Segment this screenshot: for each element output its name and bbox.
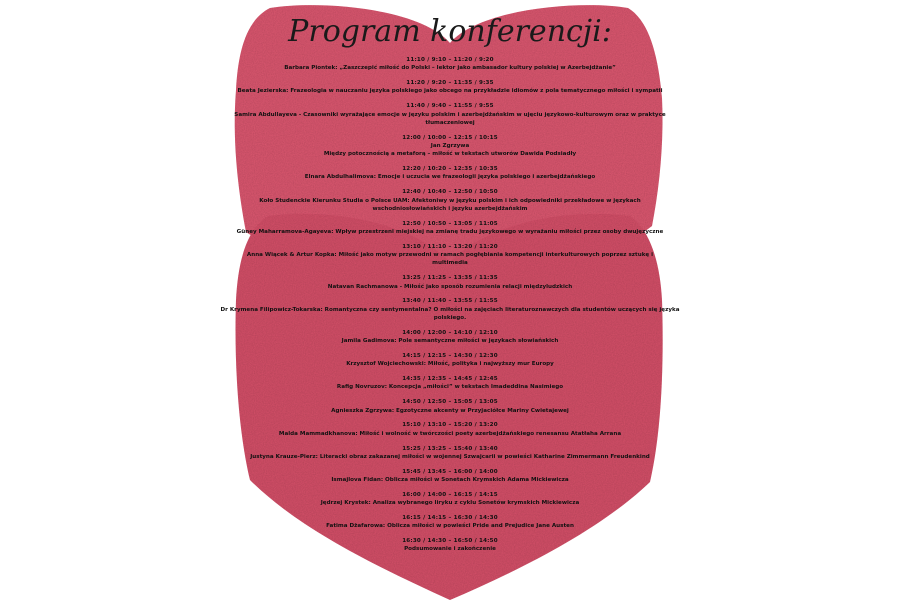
session-item xyxy=(232,491,668,508)
session-talk: Agnieszka Zgrzywa: Egzotyczne akcenty w Przyjaciółce Mariny Cwietajewej xyxy=(331,407,569,414)
session-talk: Rafig Novruzov: Koncepcja „miłości” w tekstach Imadeddina Nasimiego xyxy=(336,384,564,391)
session-time: 11:20 / 9:20 – 11:35 / 9:35 xyxy=(406,80,494,87)
session-list xyxy=(220,56,680,554)
session-item xyxy=(232,243,668,268)
session-time: 12:20 / 10:20 – 12:35 / 10:35 xyxy=(402,166,498,173)
session-time: 12:00 / 10:00 – 12:15 / 10:15 xyxy=(402,134,498,141)
session-item xyxy=(232,220,668,237)
conference-program xyxy=(220,12,680,560)
session-talk: Dr Krymena Filipowicz-Tokarska: Romantyczna czy sentymentalna? O miłości na zajęciach literaturoznawczych dla studentów uczących się języka polskiego. xyxy=(220,306,680,322)
session-talk: Beata Jezierska: Frazeologia w nauczaniu języka polskiego jako obcego na przykładzie idiomów z pola tematycznego miłości i sympatii xyxy=(237,88,663,95)
session-time: 12:50 / 10:50 – 13:05 / 11:05 xyxy=(402,220,498,227)
session-talk: Fatima Dżafarowa: Oblicza miłości w powieści Pride and Prejudice Jane Austen xyxy=(326,523,574,530)
session-item xyxy=(232,102,668,127)
session-item xyxy=(232,79,668,96)
session-item xyxy=(232,537,668,554)
session-time: 11:10 / 9:10 – 11:20 / 9:20 xyxy=(406,57,494,63)
session-item xyxy=(232,352,668,369)
session-talk: Elnara Abdulhalimova: Emocje i uczucia we frazeologii języka polskiego i azerbejdżańskiego xyxy=(304,174,596,181)
session-item xyxy=(232,56,668,73)
session-item xyxy=(232,445,668,462)
session-item xyxy=(232,134,668,159)
session-talk: Koło Studenckie Kierunku Studia o Polsce UAM: Afektoniwy w języku polskim i ich odpowiedniki przekładowe w językach wschodniosłowiańskich i języku azerbejdżańskim xyxy=(259,197,641,212)
session-talk: Krzysztof Wojciechowski: Miłość, polityka i najwyższy mur Europy xyxy=(346,361,554,368)
session-time: 14:50 / 12:50 – 15:05 / 13:05 xyxy=(402,399,498,406)
session-time: 11:40 / 9:40 – 11:55 / 9:55 xyxy=(406,103,494,110)
session-talk: Malda Mammadkhanova: Miłość i wolność w twórczości poety azerbejdżańskiego renesansu Atatłaha Arrana xyxy=(278,430,622,437)
session-talk: Barbara Piontek: „Zaszczepić miłość do Polski – lektor jako ambasador kultury polskiej w Azerbejdżanie” xyxy=(284,65,616,72)
session-time: 13:40 / 11:40 – 13:55 / 11:55 xyxy=(402,298,498,305)
session-talk: Justyna Krauze-Pierz: Literacki obraz zakazanej miłości w wojennej Szwajcarii w powieści Katharine Zimmermann Freudenkind xyxy=(250,453,650,460)
session-item xyxy=(232,329,668,346)
session-talk: Natavan Rachmanowa - Miłość jako sposób rozumienia relacji międzyludzkich xyxy=(327,283,573,290)
session-time: 15:45 / 13:45 – 16:00 / 14:00 xyxy=(402,468,498,475)
session-time: 14:35 / 12:35 – 14:45 / 12:45 xyxy=(402,376,498,383)
session-time: 16:15 / 14:15 – 16:30 / 14:30 xyxy=(402,515,498,522)
session-time: 15:10 / 13:10 – 15:20 / 13:20 xyxy=(402,422,498,429)
session-time: 16:00 / 14:00 – 16:15 / 14:15 xyxy=(402,491,498,498)
session-time: 14:00 / 12:00 – 14:10 / 12:10 xyxy=(402,329,498,336)
session-item xyxy=(220,297,680,322)
session-item xyxy=(232,375,668,392)
session-time: 15:25 / 13:25 – 15:40 / 13:40 xyxy=(402,445,498,452)
session-item xyxy=(232,468,668,485)
session-time: 16:30 / 14:30 – 16:50 / 14:50 xyxy=(402,538,498,545)
session-time: 12:40 / 10:40 – 12:50 / 10:50 xyxy=(402,189,498,196)
session-item xyxy=(232,421,668,438)
session-item xyxy=(232,514,668,531)
session-item xyxy=(232,274,668,291)
session-item xyxy=(232,188,668,213)
session-talk: Jędrzej Krystek: Analiza wybranego liryku z cyklu Sonetów krymskich Mickiewicza xyxy=(320,500,580,507)
session-talk: Anna Wiącek & Artur Kopka: Miłość jako motyw przewodni w ramach pogłębiania kompetencji interkulturowych poprzez sztukę i multimedia xyxy=(246,252,654,267)
session-talk: Jamila Gadimova: Pole semantyczne miłości w językach słowiańskich xyxy=(341,338,559,345)
session-time: 13:10 / 11:10 – 13:20 / 11:20 xyxy=(402,243,498,250)
session-talk: Güney Maharramova-Agayeva: Wpływ przestrzeni miejskiej na zmianę tradu językowego w wyrażaniu miłości przez osoby dwujęzyczne xyxy=(236,229,664,236)
page-title: Program konferencji: xyxy=(288,14,612,49)
session-time: 13:25 / 11:25 – 13:35 / 11:35 xyxy=(402,275,498,282)
session-item xyxy=(232,398,668,415)
session-talk: Jan Zgrzywa Między potocznością a metaforą – miłość w tekstach utworów Dawida Podsiadły xyxy=(323,143,577,158)
session-talk: Podsumowanie i zakończenie xyxy=(404,546,496,553)
session-talk: Ismajlova Fidan: Oblicza miłości w Sonetach Krymskich Adama Mickiewicza xyxy=(331,477,569,484)
session-time: 14:15 / 12:15 – 14:30 / 12:30 xyxy=(402,353,498,360)
session-item xyxy=(232,165,668,182)
session-talk: Samira Abdullayeva - Czasowniki wyrażające emocje w języku polskim i azerbejdżańskim w ujęciu językowo-kulturowym oraz w praktyce tłumaczeniowej xyxy=(234,111,666,126)
